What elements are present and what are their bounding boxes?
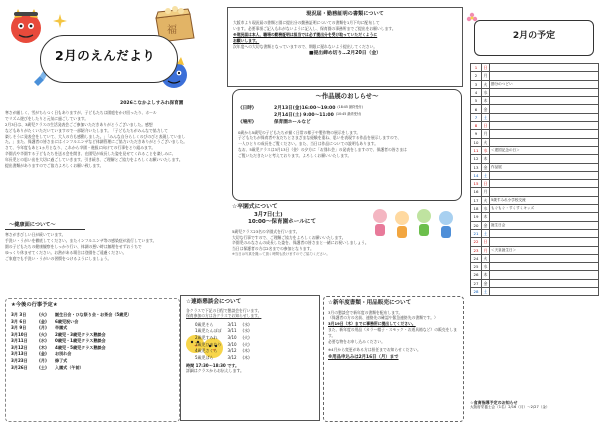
schedule-row xyxy=(11,365,174,372)
calendar-row xyxy=(471,263,599,271)
calendar-day: 3 xyxy=(471,80,482,88)
calendar-row xyxy=(471,279,599,287)
meeting-cls: 1歳児たんぽぽ xyxy=(195,328,222,334)
calendar-day: 1 xyxy=(471,64,482,72)
calendar-row xyxy=(471,171,599,179)
calendar-day: 9 xyxy=(471,130,482,138)
supplies-title: ☆新年度書類・用品販売について xyxy=(328,300,412,306)
meeting-row xyxy=(192,328,253,335)
calendar-day: 15 xyxy=(471,180,482,188)
meeting-row xyxy=(192,348,253,355)
health-section xyxy=(5,222,230,287)
calendar-day: 27 xyxy=(471,279,482,287)
schedule-event: 卒園式 xyxy=(55,325,68,331)
calendar-weekday: 水 xyxy=(482,263,490,271)
calendar-event xyxy=(490,229,599,237)
calendar-event xyxy=(490,271,599,279)
calendar-weekday: 月 xyxy=(482,188,490,196)
calendar-weekday: 金 xyxy=(482,221,490,229)
meeting-date: 3/10 xyxy=(227,335,237,341)
meeting-date: 3/12 xyxy=(227,348,237,354)
calendar-event xyxy=(490,263,599,271)
schedule-dow: (火) xyxy=(39,331,47,337)
graduation-note: ※当日は写真を撮って頂く時間も設けますのでご協力ください。 xyxy=(232,252,330,257)
notice-line: 次年度への大切な書類となっていますので、期限に遅れないよう提出してください。 xyxy=(233,43,378,49)
calendar-row xyxy=(471,64,599,72)
notice-line: います。必要事項ご記入もれがないように記入し、保育園の事務所までご提出をお願いします。 xyxy=(233,25,396,31)
schedule-event: 入園式（午前） xyxy=(55,364,84,370)
intro-line: さて、今年度もあと1ヵ月となり、これから卒園・進級に向けての行事をとり組みます。 xyxy=(5,145,156,151)
intro-line: 2月3日は、3歳児クラスの生活発表会ごご参加いただきありがとうございました。感想 xyxy=(5,121,153,127)
newsletter-title: 2月のえんだより xyxy=(55,48,156,63)
supplies-footer: ※4月から変更がある方は担任までお知らせください。 xyxy=(328,346,421,352)
schedule-section xyxy=(5,298,180,422)
schedule-date: 3月26日 xyxy=(11,364,28,370)
meeting-date: 3/12 xyxy=(227,354,237,360)
calendar-weekday: 木 xyxy=(482,155,490,163)
calendar-day: 19 xyxy=(471,213,482,221)
calendar-weekday: 日 xyxy=(482,122,490,130)
calendar-footer xyxy=(470,400,599,410)
graduation-date: 3月7日(土) xyxy=(254,211,283,218)
calendar-event xyxy=(490,64,599,72)
meeting-note: 保育参加の方は各クラスでお知らせします。 xyxy=(186,313,262,319)
calendar-weekday: 木 xyxy=(482,213,490,221)
meeting-time: 時間 17:30〜18:30 です。 xyxy=(186,362,240,368)
calendar-weekday: 水 xyxy=(482,205,490,213)
calendar-event xyxy=(490,180,599,188)
notice-line-emphasis: お願いします。 xyxy=(233,37,260,43)
schedule-date: 3月12日 xyxy=(11,344,28,350)
calendar-event: 節分のつどい xyxy=(490,80,599,88)
meeting-title: ☆連絡懇談会について xyxy=(186,299,242,305)
supplies-line: 必要な物をお申し込みください。 xyxy=(328,338,385,344)
meeting-row xyxy=(192,321,253,328)
calendar-day: 2 xyxy=(471,72,482,80)
calendar-day: 11 xyxy=(471,146,482,154)
calendar-event xyxy=(490,155,599,163)
children-illustration xyxy=(370,206,460,240)
schedule-dow: (水) xyxy=(39,338,47,344)
calendar-row xyxy=(471,205,599,213)
calendar-event xyxy=(490,288,599,296)
calendar-weekday: 金 xyxy=(482,163,490,171)
health-title: 〜健康面について〜 xyxy=(5,222,85,230)
calendar-weekday: 木 xyxy=(482,97,490,105)
meeting-dow: (水) xyxy=(242,328,250,334)
calendar-event: ＜天皇誕生日＞ xyxy=(490,246,599,254)
calendar-event: 5歳すみれ小学校交流 xyxy=(490,196,599,204)
calendar-day: 6 xyxy=(471,105,482,113)
calendar-event xyxy=(490,105,599,113)
calendar-day: 24 xyxy=(471,254,482,262)
supplies-line: また、新年度の用品（カラー帽子・スモック・お道具箱など）の販売をします。 xyxy=(328,327,457,339)
supplies-line: 3月の懇談会で新年度の書類を配布します。 xyxy=(328,309,403,315)
exhibit-place-label: 《場所》 xyxy=(238,120,257,126)
meeting-dow: (木) xyxy=(242,348,250,354)
meeting-row xyxy=(192,341,253,348)
health-line: ゆっくり休ませてください。お熱がある場合は登園をご遠慮ください。 xyxy=(5,249,127,255)
schedule-date: 3月 3日 xyxy=(11,312,27,318)
schedule-date: 3月23日 xyxy=(11,357,28,363)
health-line: 園の子どもたちの健康観察をしっかり行い、体調の悪い時は無理をせずおうちで xyxy=(5,243,142,249)
meeting-intro: 各クラスで下記の日程で懇談会を行います。 xyxy=(186,307,262,313)
calendar-weekday: 土 xyxy=(482,171,490,179)
exhibit-date-label: 《日時》 xyxy=(238,105,257,111)
graduation-time: 10:00〜保育園ホールにて xyxy=(248,219,317,226)
calendar-row xyxy=(471,229,599,237)
calendar-table xyxy=(470,63,599,296)
calendar-event xyxy=(490,138,599,146)
meeting-row xyxy=(192,354,253,361)
notice-title: 現況届・勤務証明の書類について xyxy=(306,11,384,17)
calendar-day: 13 xyxy=(471,163,482,171)
meeting-cls: 4歳児さくら xyxy=(195,348,218,354)
calendar-row xyxy=(471,105,599,113)
health-line: ご家庭でも手洗い・うがいの習慣をつけるようにしましょう。 xyxy=(5,255,112,261)
schedule-event: 2歳児・3歳児クラス懇談会 xyxy=(55,331,106,337)
intro-line: などもありがたくいただいていますので一部紹介いたします。「子どもたちがみんなで協力して xyxy=(5,127,168,133)
intro-line: 提出書類がありますのでご協力よろしくお願い致します。 xyxy=(5,162,104,168)
calendar-title: 2月の予定 xyxy=(512,31,556,41)
graduation-line: 当日は保護者の方は2名までの参加となります。 xyxy=(232,246,314,252)
schedule-dow: (金) xyxy=(39,318,47,324)
calendar-event: ＜建国記念の日＞ xyxy=(490,146,599,154)
calendar-row xyxy=(471,238,599,246)
supplies-line: （保護者の方の名前、連絡先の確認や緊急連絡先の書類です。） xyxy=(328,315,438,321)
calendar-day: 17 xyxy=(471,196,482,204)
calendar-day: 5 xyxy=(471,97,482,105)
schedule-dow: (火) xyxy=(39,312,47,318)
school-line: 2026こなかよしすみれ保育園 xyxy=(120,101,184,106)
calendar-row xyxy=(471,188,599,196)
schedule-event: 誕生日会・ひな祭り会・お茶会（5歳児） xyxy=(55,312,132,318)
calendar-day: 4 xyxy=(471,88,482,96)
calendar-row xyxy=(471,254,599,262)
calendar-weekday: 火 xyxy=(482,80,490,88)
calendar-weekday: 月 xyxy=(482,130,490,138)
schedule-dow: (月) xyxy=(39,357,47,363)
calendar-day: 20 xyxy=(471,221,482,229)
calendar-event: 誕生日会 xyxy=(490,221,599,229)
schedule-event: 0歳児・1歳児クラス懇談会 xyxy=(55,338,106,344)
schedule-date: 3月 6日 xyxy=(11,318,27,324)
meeting-cls: 0歳児そら xyxy=(195,321,214,327)
calendar-event xyxy=(490,171,599,179)
meeting-section xyxy=(180,295,320,421)
schedule-dow: (金) xyxy=(39,351,47,357)
calendar-row xyxy=(471,246,599,254)
meeting-table xyxy=(192,321,253,360)
graduation-line: 大切な行事ですので、ご理解ご協力をよろしくお願いいたします。 xyxy=(232,234,346,240)
calendar-row xyxy=(471,113,599,121)
calendar-weekday: 月 xyxy=(482,72,490,80)
exhibit-line: 一人ひとりの成長をご覧ください。また、当日は作品についての説明もあります。 xyxy=(238,141,379,147)
calendar-row xyxy=(471,196,599,204)
calendar-event xyxy=(490,72,599,80)
calendar-row xyxy=(471,122,599,130)
meeting-cls: 3歳児ひまわり xyxy=(195,341,222,347)
schedule-date: 3月 9日 xyxy=(11,325,27,331)
schedule-event: 6歳児祝い会 xyxy=(55,318,79,324)
calendar-event xyxy=(490,213,599,221)
calendar-event: もぐもぐ・すくすくキッズ xyxy=(490,205,599,213)
schedule-dow: (土) xyxy=(39,364,47,370)
calendar-row xyxy=(471,130,599,138)
schedule-event: お別れ会 xyxy=(55,351,72,357)
calendar-weekday: 日 xyxy=(482,180,490,188)
health-line: 手洗い・うがいを徹底してください。またインフルエンザ等の感染症が流行しています。 xyxy=(5,237,157,243)
exhibit-line: 0歳から5歳児の子どもたちが描く日常の様子や製作物の展示をします。 xyxy=(238,129,361,135)
calendar-weekday: 火 xyxy=(482,138,490,146)
calendar-weekday: 土 xyxy=(482,288,490,296)
intro-line: でリズム遊びをしたりと元気に過ごしています。 xyxy=(5,115,89,121)
meeting-dow: (火) xyxy=(242,341,250,347)
calendar-day: 12 xyxy=(471,155,482,163)
calendar-weekday: 月 xyxy=(482,246,490,254)
calendar-event xyxy=(490,130,599,138)
calendar-row xyxy=(471,213,599,221)
calendar-weekday: 金 xyxy=(482,105,490,113)
meeting-date: 3/11 xyxy=(227,321,237,327)
calendar-row xyxy=(471,180,599,188)
schedule-event: 修了式 xyxy=(55,357,68,363)
exhibit-date-2-note: (10:45 最終受付) xyxy=(335,111,362,116)
schedule-list xyxy=(11,312,174,371)
oni-illustration-left xyxy=(6,6,46,48)
meeting-time-note: 詳細はクラスからお伝えします。 xyxy=(186,368,244,374)
calendar-row xyxy=(471,163,599,171)
calendar-weekday: 日 xyxy=(482,64,490,72)
calendar-event xyxy=(490,188,599,196)
schedule-dow: (月) xyxy=(39,325,47,331)
schedule-date: 3月13日 xyxy=(11,351,28,357)
notice-line-emphasis: ※現況届は本人、職場の勤務証明は担当では必ず提出分を受け取っていただくように xyxy=(233,31,378,37)
intro-line: 寒さが厳しく、雪がちらつく日もありますが、子どもたちは園庭をかけ回ったり、ホール xyxy=(5,110,157,115)
calendar-event xyxy=(490,238,599,246)
calendar-weekday: 土 xyxy=(482,113,490,121)
calendar-event xyxy=(490,254,599,262)
supplies-line-emphasis: 3月19日（木）までに事務所に提出してください。 xyxy=(328,321,416,327)
exhibit-date-1-note: (18:45 最終受付) xyxy=(337,104,363,109)
calendar-event xyxy=(490,122,599,130)
calendar-row xyxy=(471,72,599,80)
calendar-event: 作品展 xyxy=(490,163,599,171)
exhibit-date-1: 2月13日(金)16:00〜19:00 xyxy=(274,105,336,111)
calendar-weekday: 土 xyxy=(482,229,490,237)
calendar-row xyxy=(471,138,599,146)
calendar-row xyxy=(471,221,599,229)
calendar-weekday: 火 xyxy=(482,196,490,204)
flower-icon xyxy=(466,12,478,24)
calendar-day: 23 xyxy=(471,246,482,254)
calendar-day: 26 xyxy=(471,271,482,279)
calendar-day: 16 xyxy=(471,188,482,196)
calendar-day: 10 xyxy=(471,138,482,146)
meeting-date: 3/10 xyxy=(227,341,237,347)
calendar-event xyxy=(490,279,599,287)
calendar-row xyxy=(471,80,599,88)
calendar-day: 8 xyxy=(471,122,482,130)
exhibit-date-2: 2月14日(土) 9:00〜11:00 xyxy=(274,112,334,118)
supplies-deadline: ※用品申込みは2月16日（月）まで xyxy=(328,354,399,360)
exhibit-section xyxy=(232,89,462,201)
schedule-date: 3月11日 xyxy=(11,338,28,344)
schedule-dow: (木) xyxy=(39,344,47,350)
graduation-title: ☆卒園式について xyxy=(232,204,278,210)
intro-line: た。」また、保護者の皆さまにはインフルエンザなど体調管理にご協力いただきありがとうございました。 xyxy=(5,139,188,145)
calendar-footer-line: 大阪府栄養士会（1名）2/16（月）〜2/27（金） xyxy=(470,405,550,410)
meeting-date: 3/11 xyxy=(227,328,237,334)
calendar-weekday: 火 xyxy=(482,254,490,262)
graduation-line: 5歳児クラス23名の卒園式を行います。 xyxy=(232,228,300,234)
notice-box xyxy=(227,7,463,87)
meeting-dow: (木) xyxy=(242,354,250,360)
calendar-weekday: 水 xyxy=(482,146,490,154)
supplies-section xyxy=(323,296,464,422)
exhibit-title: 〜作品展のおしらせ〜 xyxy=(315,93,379,100)
calendar-weekday: 水 xyxy=(482,88,490,96)
meeting-cls: 2歳児すみれ xyxy=(195,335,218,341)
intro-line: 楽しそうに発表会をしていて、大人の方も感動しました。」「みんな自分らしくのびのびと表現していまし xyxy=(5,133,186,139)
calendar-day: 25 xyxy=(471,263,482,271)
schedule-title: ★今後の行事予定★ xyxy=(11,302,58,308)
notice-line: 大阪市より現況届の書類と園に提出分の勤務証明についての書類を1月下旬に配布して xyxy=(233,20,380,26)
calendar-row xyxy=(471,146,599,154)
health-line: 寒さがきびしい日が続いています。 xyxy=(5,232,66,238)
calendar-event xyxy=(490,88,599,96)
meeting-cls: 5歳児ばら xyxy=(195,354,214,360)
calendar-weekday: 日 xyxy=(482,238,490,246)
intro-paragraph xyxy=(5,110,230,169)
exhibit-line: ご覧いただきたいと考えております。よろしくお願いいたします。 xyxy=(238,153,352,159)
calendar-weekday: 木 xyxy=(482,271,490,279)
meeting-row xyxy=(192,334,253,341)
calendar-weekday: 金 xyxy=(482,279,490,287)
notice-deadline: ■提出締め切り…2月20日（金） xyxy=(308,51,382,57)
calendar-day: 7 xyxy=(471,113,482,121)
sparkle-icon xyxy=(53,14,67,28)
calendar-row xyxy=(471,288,599,296)
graduation-line: 卒園児のみなさんの成長した姿を、保護者の皆さまと一緒にお祝いしましょう。 xyxy=(232,240,369,246)
calendar-event xyxy=(490,97,599,105)
calendar-day: 22 xyxy=(471,238,482,246)
calendar-row xyxy=(471,97,599,105)
calendar-day: 14 xyxy=(471,171,482,179)
intro-line: 年長児との思い出を大切に過ごしていきます。引き続き、ご理解とご協力をよろしくお願いいたします。 xyxy=(5,157,183,162)
calendar-row xyxy=(471,271,599,279)
meeting-dow: (水) xyxy=(242,321,250,327)
calendar-day: 28 xyxy=(471,288,482,296)
exhibit-line: なお、5歳児クラスは3月13日（金）の夕方に「お別れ会」の発表をしますので、保護者の皆さまは xyxy=(238,147,407,153)
exhibit-line: 子どもたちが保育者や友だちとさまざまな経験を重ね、思いを表現する作品を展示しますので、 xyxy=(238,135,402,141)
meeting-dow: (火) xyxy=(242,335,250,341)
intro-line: 卒園式や卒園する子どもたちを送る会を開き、在園児が成長した姿を見せてくれることを楽しみに、 xyxy=(5,151,176,157)
calendar-row xyxy=(471,88,599,96)
schedule-event: 4歳児・5歳児クラス懇談会 xyxy=(55,344,106,350)
svg-text:福: 福 xyxy=(167,25,177,36)
exhibit-place: 保育園ホールなど xyxy=(274,120,311,126)
calendar-event xyxy=(490,113,599,121)
calendar-day: 18 xyxy=(471,205,482,213)
calendar-row xyxy=(471,155,599,163)
schedule-date: 3月10日 xyxy=(11,331,28,337)
calendar-day: 21 xyxy=(471,229,482,237)
calendar-footer-title: ☆食育指導予定のお知らせ xyxy=(470,400,518,405)
